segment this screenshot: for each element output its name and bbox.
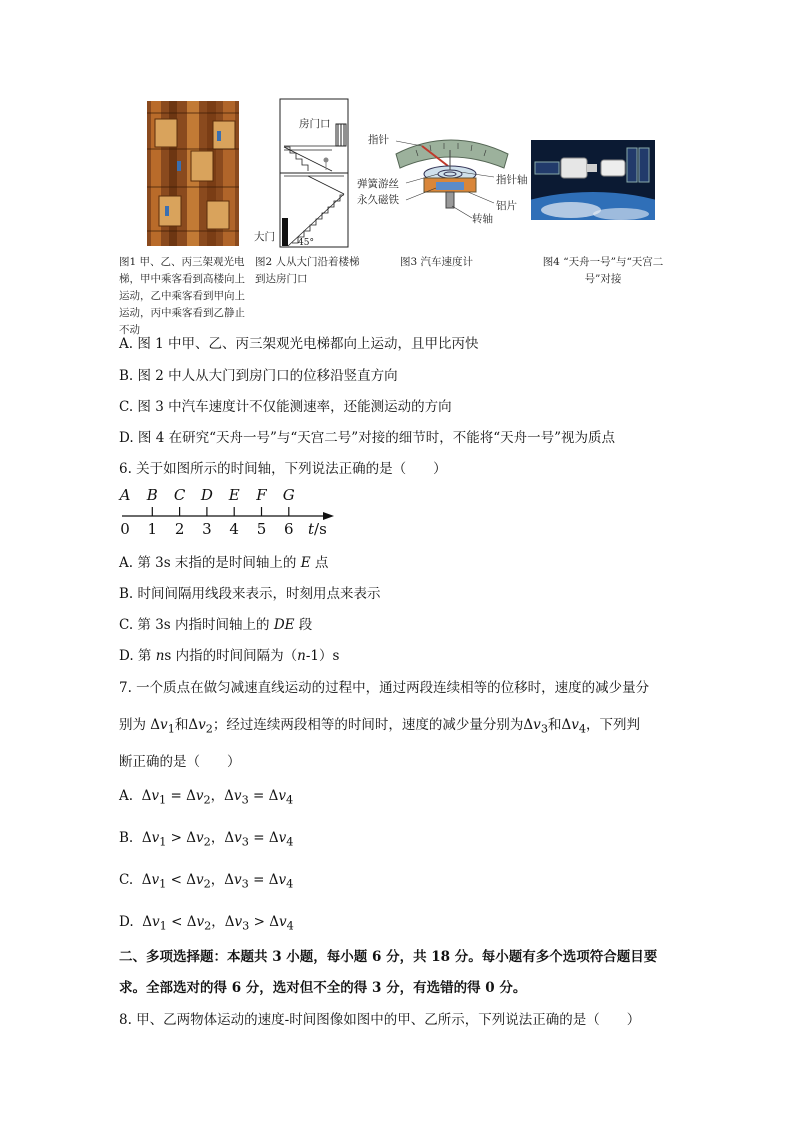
timeline-point-label: G bbox=[282, 486, 295, 504]
fig2-caption: 图2 人从大门沿着楼梯到达房门口 bbox=[255, 256, 360, 285]
q7-stem-line3: 断正确的是（ ） bbox=[119, 754, 241, 770]
staircase-diagram bbox=[254, 98, 350, 250]
q7-option-d: D. $\Delta v_1 < \Delta v_2$，$\Delta v_3 > \Delta v_4$ bbox=[119, 914, 294, 933]
section2-heading-line1: 二、多项选择题：本题共 3 小题，每小题 6 分，共 18 分。每小题有多个选项符合题目要 bbox=[119, 949, 658, 965]
timeline-number-label: 0 bbox=[120, 520, 130, 538]
q5-option-b: B. 图 2 中人从大门到房门口的位移沿竖直方向 bbox=[119, 368, 398, 384]
timeline-point-label: F bbox=[256, 486, 267, 504]
q6-option-a: A. 第 3s 末指的是时间轴上的 E 点 bbox=[119, 555, 329, 571]
q5-option-a: A. 图 1 中甲、乙、丙三架观光电梯都向上运动，且甲比丙快 bbox=[119, 336, 479, 352]
q7-option-c: C. $\Delta v_1 < \Delta v_2$，$\Delta v_3 = \Delta v_4$ bbox=[119, 872, 294, 891]
spacecraft-photo bbox=[531, 140, 655, 220]
fig1-caption: 图1 甲、乙、丙三架观光电梯，甲中乘客看到高楼向上运动，乙中乘客看到甲向上运动，丙中乘客看到乙静止不动 bbox=[119, 256, 245, 336]
q7-option-b: B. $\Delta v_1 > \Delta v_2$，$\Delta v_3 = \Delta v_4$ bbox=[119, 830, 294, 849]
q7-option-a: A. $\Delta v_1 = \Delta v_2$，$\Delta v_3 = \Delta v_4$ bbox=[119, 788, 294, 807]
gate-label: 大门 bbox=[254, 231, 275, 243]
fig3-caption: 图3 汽车速度计 bbox=[400, 256, 474, 268]
timeline-point-label: A bbox=[119, 486, 131, 504]
timeline-point-label: C bbox=[173, 486, 186, 504]
q6-option-d: D. 第 ns 内指的时间间隔为（n-1）s bbox=[119, 648, 340, 664]
q5-option-c: C. 图 3 中汽车速度计不仅能测速率，还能测运动的方向 bbox=[119, 399, 452, 415]
timeline-diagram bbox=[112, 482, 342, 542]
angle-label: 45° bbox=[298, 238, 314, 248]
svg-text:t/s bbox=[308, 520, 327, 538]
timeline-number-label: 1 bbox=[147, 520, 158, 538]
door-label: 房门口 bbox=[299, 118, 331, 130]
timeline-number-label: 5 bbox=[256, 520, 267, 538]
spring-label: 弹簧游丝 bbox=[357, 178, 399, 190]
timeline-point-label: D bbox=[200, 486, 213, 504]
needle-label: 指针 bbox=[368, 134, 389, 146]
timeline-point-label: E bbox=[228, 486, 240, 504]
timeline-number-label: 2 bbox=[174, 520, 185, 538]
fig4-caption: 图4 “天舟一号”与“天宫二号”对接 bbox=[542, 256, 664, 285]
elevator-photo bbox=[147, 101, 239, 246]
q6-stem: 6. 关于如图所示的时间轴，下列说法正确的是（ ） bbox=[119, 461, 447, 477]
timeline-number-label: 6 bbox=[284, 520, 294, 538]
magnet-label: 永久磁铁 bbox=[357, 194, 399, 206]
q8-stem: 8. 甲、乙两物体运动的速度-时间图像如图中的甲、乙所示，下列说法正确的是（ ） bbox=[119, 1012, 641, 1028]
timeline-point-label: B bbox=[146, 486, 158, 504]
shaft-label: 转轴 bbox=[472, 213, 493, 225]
al-label: 铝片 bbox=[496, 200, 517, 212]
q5-option-d: D. 图 4 在研究“天舟一号”与“天宫二号”对接的细节时，不能将“天舟一号”视为质点 bbox=[119, 430, 616, 446]
q7-stem-line1: 7. 一个质点在做匀减速直线运动的过程中，通过两段连续相等的位移时，速度的减少量分 bbox=[119, 680, 650, 696]
q6-option-b: B. 时间间隔用线段来表示，时刻用点来表示 bbox=[119, 586, 381, 602]
axle-label: 指针轴 bbox=[496, 174, 528, 186]
time-axis-unit: /s bbox=[314, 520, 327, 538]
q7-stem-line2: 别为 $\Delta v_1$和$\Delta v_2$；经过连续两段相等的时间时，速度的减少量分别为$\Delta v_3$和$\Delta v_4$，下列判 bbox=[119, 717, 641, 736]
time-axis-var: t bbox=[308, 520, 315, 538]
section2-heading-line2: 求。全部选对的得 6 分，选对但不全的得 3 分，有选错的得 0 分。 bbox=[119, 980, 527, 996]
timeline-number-label: 3 bbox=[202, 520, 212, 538]
timeline-number-label: 4 bbox=[229, 520, 239, 538]
q6-option-c: C. 第 3s 内指时间轴上的 DE 段 bbox=[119, 617, 313, 633]
